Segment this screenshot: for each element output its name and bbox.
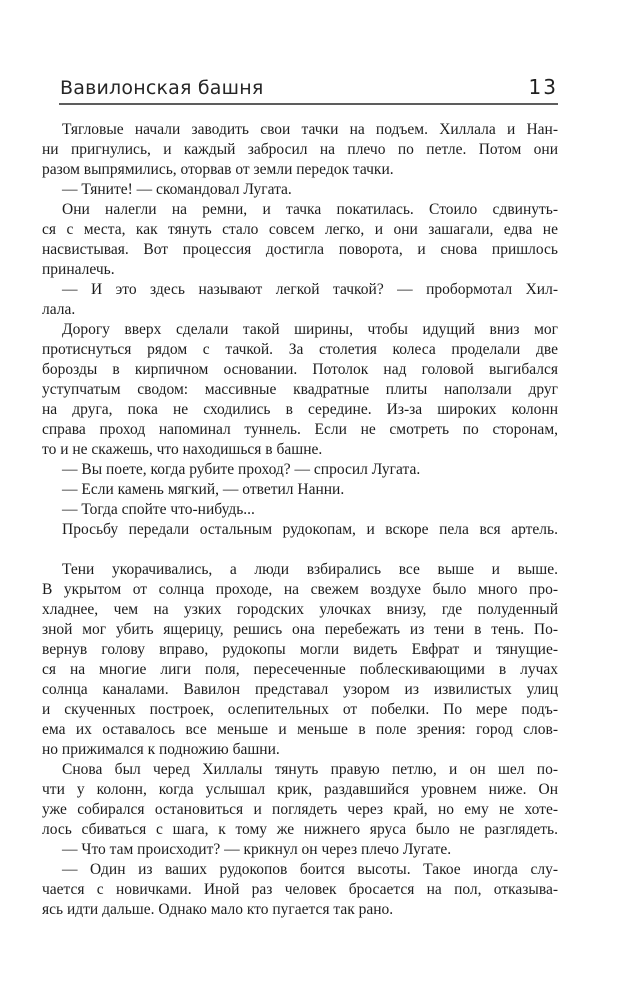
text-line: — Тяните! — скомандовал Лугата. [62, 181, 292, 198]
running-head-rule [59, 103, 558, 105]
text-line: — Вы поете, когда рубите проход? — спросил Лугата. [62, 461, 421, 478]
text-line: хладнее, чем на узких городских улочках внизу, где полуденный [42, 601, 558, 618]
text-line: лала. [42, 301, 76, 318]
paragraph [42, 860, 558, 920]
text-line: лось сбиваться с шага, к тому же нижнего яруса было не разглядеть. [42, 821, 558, 838]
text-line: Просьбу передали остальным рудокопам, и вскоре пела вся артель. [62, 521, 558, 538]
text-line: приналечь. [42, 261, 115, 278]
text-line: на друга, пока не сходились в середине. Из-за широких колонн [42, 401, 558, 418]
paragraph [42, 480, 558, 500]
text-line: Они налегли на ремни, и тачка покатилась. Стоило сдвинуть- [62, 201, 558, 218]
text-line: ема их оставалось все меньше и меньше в поле зрения: город слов- [42, 721, 558, 738]
text-line: Тени укорачивались, а люди взбирались все выше и выше. [62, 561, 558, 578]
paragraph [42, 200, 558, 280]
text-line: и скученных построек, ослепительных от побелки. По мере подъ- [42, 701, 558, 718]
paragraph [42, 500, 558, 520]
text-line: солнца каналами. Вавилон представал узором из извилистых улиц [42, 681, 558, 698]
text-line: справа проход напоминал туннель. Если не смотреть по сторонам, [42, 421, 558, 438]
text-line: ясь идти дальше. Однако мало кто пугается так рано. [42, 901, 394, 918]
text-line: разом выпрямились, оторвав от земли передок тачки. [42, 161, 394, 178]
text-line: — Тогда спойте что-нибудь... [62, 501, 255, 518]
text-line: уже собирался остановиться и поглядеть через край, но ему не хоте- [42, 801, 558, 818]
text-line: — Один из ваших рудокопов боится высоты. Такое иногда слу- [62, 861, 558, 878]
text-line: чается с новичками. Иной раз человек бросается на пол, отказыва- [42, 881, 558, 898]
paragraph [42, 520, 558, 540]
text-line: ся с места, как тянуть стало совсем легко, и они зашагали, едва не [42, 221, 558, 238]
paragraph [42, 180, 558, 200]
paragraph [42, 460, 558, 480]
text-line: ни пригнулись, и каждый забросил на плечо по петле. Потом они [42, 141, 558, 158]
text-line: ся на многие лиги поля, пересеченные поблескивающими в лучах [42, 661, 558, 678]
text-line: — Если камень мягкий, — ответил Нанни. [62, 481, 345, 498]
text-line: то и не скажешь, что находишься в башне. [42, 441, 323, 458]
text-line: протиснуться рядом с тачкой. За столетия колеса проделали две [42, 341, 558, 358]
text-line: зной мог убить ящерицу, решись она перебежать из тени в тень. По- [42, 621, 558, 638]
paragraph [42, 560, 558, 760]
text-line: — И это здесь называют легкой тачкой? — пробормотал Хил- [62, 281, 558, 298]
paragraph [42, 280, 558, 320]
text-line: насвистывая. Вот процессия достигла поворота, и снова пришлось [42, 241, 558, 258]
text-line: — Что там происходит? — крикнул он через плечо Лугате. [62, 841, 452, 858]
page-number: 13 [528, 75, 558, 99]
text-line: Дорогу вверх сделали такой ширины, чтобы идущий вниз мог [62, 321, 558, 338]
running-head [60, 0, 558, 98]
text-line: В укрытом от солнца проходе, на свежем воздухе было много про- [42, 581, 558, 598]
text-line: Снова был черед Хиллалы тянуть правую петлю, и он шел по- [62, 761, 558, 778]
paragraph [42, 760, 558, 840]
text-line: Тягловые начали заводить свои тачки на подъем. Хиллала и Нан- [62, 121, 558, 138]
running-head-title: Вавилонская башня [60, 77, 264, 99]
text-line: уступчатым сводом: массивные квадратные плиты наползали друг [42, 381, 558, 398]
page-body [42, 120, 558, 920]
text-line: чти у колонн, когда услышал крик, раздавшийся уровнем ниже. Он [42, 781, 558, 798]
paragraph [42, 120, 558, 180]
text-line: борозды в кирпичном основании. Потолок над головой выгибался [42, 361, 558, 378]
text-line: вернув голову вправо, рудокопы могли видеть Евфрат и тянущие- [42, 641, 558, 658]
paragraph [42, 840, 558, 860]
text-line: но прижимался к подножию башни. [42, 741, 280, 758]
paragraph [42, 320, 558, 460]
